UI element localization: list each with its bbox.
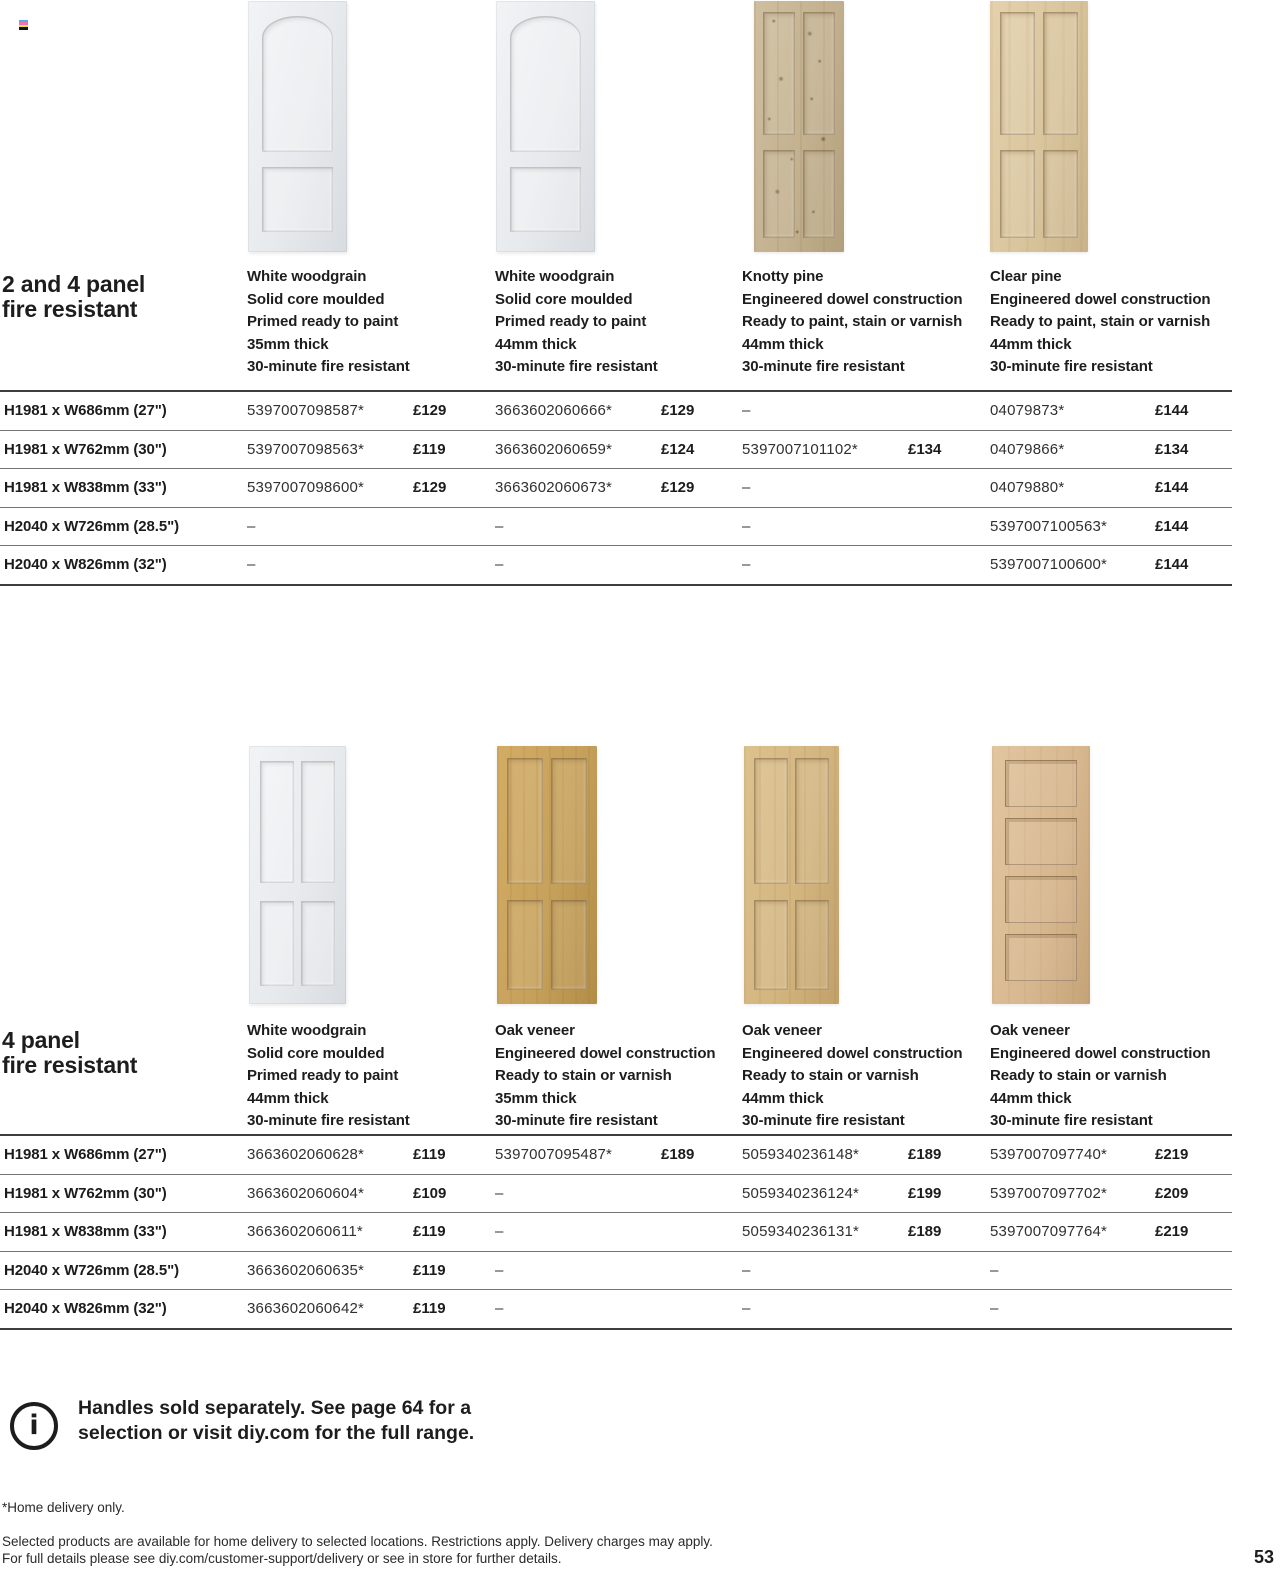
size-label: H1981 x W838mm (33") (4, 479, 167, 497)
product-feature: Ready to paint, stain or varnish (742, 313, 963, 330)
product-code: – (742, 517, 751, 535)
door-panel (1005, 934, 1078, 980)
product-description (742, 266, 986, 379)
product-price: £189 (908, 1223, 942, 1241)
product-code: 5397007097764* (990, 1223, 1108, 1241)
product-code: 5397007101102* (742, 440, 858, 458)
product-code: 5059340236148* (742, 1146, 860, 1163)
product-feature: 30-minute fire resistant (247, 358, 410, 375)
product-description (495, 266, 739, 379)
door-panel (754, 758, 788, 884)
door-panel (763, 150, 795, 238)
product-feature: Engineered dowel construction (742, 1044, 963, 1062)
product-feature: 30-minute fire resistant (742, 358, 905, 375)
door-panel (1043, 150, 1078, 238)
product-code: 04079873* (990, 402, 1065, 419)
door-panel (1005, 760, 1078, 806)
product-price: £219 (1155, 1146, 1189, 1163)
section-heading (2, 272, 145, 322)
product-price: £219 (1155, 1223, 1189, 1241)
product-code: – (495, 556, 504, 574)
product-code: 5397007100600* (990, 556, 1108, 574)
section-heading-line: fire resistant (2, 1052, 138, 1078)
section-heading-line: 4 panel (2, 1027, 80, 1053)
product-code: 04079880* (990, 479, 1065, 497)
product-feature: Engineered dowel construction (742, 290, 963, 308)
product-code: 3663602060628* (247, 1146, 365, 1163)
product-price: £109 (413, 1184, 447, 1202)
table-row (0, 469, 1232, 508)
product-name: White woodgrain (495, 268, 615, 285)
product-feature: 44mm thick (742, 335, 824, 353)
product-feature: 44mm thick (247, 1089, 329, 1107)
product-feature: Solid core moulded (247, 1044, 385, 1062)
product-feature: 30-minute fire resistant (742, 1112, 905, 1129)
product-feature: 30-minute fire resistant (990, 1112, 1153, 1129)
product-description (495, 1020, 739, 1133)
door-panel (795, 758, 829, 884)
product-feature: 44mm thick (990, 1089, 1072, 1107)
product-code: 5397007097702* (990, 1184, 1108, 1202)
product-price: £119 (413, 440, 446, 458)
footnote-line: For full details please see diy.com/customer-support/delivery or see in store for further details. (2, 1550, 562, 1566)
product-feature: 30-minute fire resistant (247, 1112, 410, 1129)
product-feature: Ready to stain or varnish (742, 1067, 919, 1084)
product-code: – (495, 1223, 504, 1241)
product-feature: Engineered dowel construction (990, 1044, 1211, 1062)
size-label: H2040 x W726mm (28.5") (4, 517, 180, 535)
door-panel (795, 900, 829, 990)
product-code: 3663602060666* (495, 402, 613, 419)
door-panel (803, 12, 835, 135)
product-feature: Engineered dowel construction (990, 290, 1211, 308)
product-feature: 35mm thick (247, 335, 329, 353)
product-code: 5397007097740* (990, 1146, 1108, 1163)
table-row (0, 1213, 1232, 1252)
registration-mark-icon (19, 20, 28, 30)
section-heading-line: 2 and 4 panel (2, 271, 146, 297)
product-price: £209 (1155, 1184, 1189, 1202)
product-name: White woodgrain (247, 1022, 367, 1039)
product-price: £129 (413, 479, 447, 497)
product-description (990, 1020, 1234, 1133)
product-feature: Ready to paint, stain or varnish (990, 313, 1211, 330)
product-price: £144 (1155, 517, 1189, 535)
table-row (0, 1290, 1232, 1330)
product-name: Oak veneer (742, 1022, 822, 1039)
footnote-line: Selected products are available for home delivery to selected locations. Restrictions apply. Delivery charges may apply. (2, 1534, 713, 1549)
product-code: – (247, 517, 256, 535)
product-price: £189 (661, 1146, 695, 1163)
info-note-line: selection or visit diy.com for the full range. (78, 1422, 475, 1444)
product-name: Oak veneer (495, 1022, 575, 1039)
info-note-text (78, 1396, 558, 1446)
spec-table (0, 390, 1232, 586)
size-label: H1981 x W838mm (33") (4, 1223, 167, 1241)
product-code: 3663602060659* (495, 440, 613, 458)
product-feature: 30-minute fire resistant (495, 1112, 658, 1129)
door-panel (803, 150, 835, 238)
door-panel (262, 16, 333, 152)
product-name: White woodgrain (247, 268, 367, 285)
size-label: H1981 x W686mm (27") (4, 1146, 167, 1163)
door-panel (1005, 818, 1078, 864)
product-name: Oak veneer (990, 1022, 1070, 1039)
size-label: H2040 x W826mm (32") (4, 1300, 167, 1318)
product-description (247, 266, 491, 379)
door-panel (507, 758, 543, 884)
product-feature: Primed ready to paint (247, 1067, 399, 1084)
door-image-white-4-panel (249, 746, 346, 1004)
product-code: 3663602060611* (247, 1223, 363, 1241)
product-price: £144 (1155, 479, 1189, 497)
product-feature: Solid core moulded (495, 290, 633, 308)
product-code: 5059340236124* (742, 1184, 860, 1202)
product-code: – (495, 517, 504, 535)
product-code: 5397007095487* (495, 1146, 613, 1163)
product-name: Clear pine (990, 268, 1062, 285)
door-image-oak-4-panel-light (744, 746, 839, 1004)
table-row (0, 546, 1232, 586)
product-feature: Primed ready to paint (495, 313, 647, 330)
product-feature: 44mm thick (990, 335, 1072, 353)
size-label: H1981 x W762mm (30") (4, 440, 167, 458)
footnote-delivery-details (2, 1534, 713, 1567)
product-feature: 30-minute fire resistant (990, 358, 1153, 375)
door-panel (551, 900, 587, 990)
door-image-white-2-panel (248, 1, 347, 252)
product-price: £129 (661, 402, 695, 419)
product-price: £129 (413, 402, 447, 419)
table-row (0, 392, 1232, 431)
product-description (990, 266, 1234, 379)
table-row (0, 1252, 1232, 1291)
product-code: – (495, 1300, 504, 1318)
door-panel (754, 900, 788, 990)
product-code: 5397007098600* (247, 479, 365, 497)
product-feature: 44mm thick (742, 1089, 824, 1107)
door-image-clear-pine-4-panel (990, 1, 1088, 252)
product-price: £119 (413, 1261, 446, 1279)
product-code: – (742, 556, 751, 574)
product-code: 5059340236131* (742, 1223, 860, 1241)
product-code: – (495, 1184, 504, 1202)
product-code: 3663602060635* (247, 1261, 365, 1279)
product-description (247, 1020, 491, 1133)
registration-stripe (19, 27, 28, 29)
door-panel (1000, 150, 1035, 238)
door-panel (1005, 876, 1078, 922)
product-feature: Solid core moulded (247, 290, 385, 308)
product-code: 5397007098587* (247, 402, 365, 419)
product-code: – (247, 556, 256, 574)
info-note-line: Handles sold separately. See page 64 for a (78, 1397, 472, 1419)
section-heading-line: fire resistant (2, 296, 138, 322)
footnote-home-delivery: *Home delivery only. (2, 1500, 125, 1515)
door-panel (260, 901, 294, 986)
door-panel (301, 901, 335, 986)
product-feature: Ready to stain or varnish (990, 1067, 1167, 1084)
product-price: £144 (1155, 402, 1189, 419)
spec-table (0, 1134, 1232, 1330)
door-image-white-2-panel (496, 1, 595, 252)
table-row (0, 1136, 1232, 1175)
product-code: 04079866* (990, 440, 1065, 458)
product-code: 5397007100563* (990, 517, 1108, 535)
door-panel (763, 12, 795, 135)
door-image-knotty-pine-4-panel (754, 1, 844, 252)
product-price: £134 (908, 440, 942, 458)
product-code: 3663602060604* (247, 1184, 365, 1202)
product-code: – (742, 1300, 751, 1318)
size-label: H1981 x W762mm (30") (4, 1184, 167, 1202)
product-feature: 44mm thick (495, 335, 577, 353)
size-label: H2040 x W826mm (32") (4, 556, 167, 574)
door-panel (301, 761, 335, 882)
door-panel (510, 16, 581, 152)
product-feature: 35mm thick (495, 1089, 577, 1107)
product-price: £119 (413, 1300, 446, 1318)
product-price: £144 (1155, 556, 1189, 574)
product-price: £199 (908, 1184, 942, 1202)
product-code: 5397007098563* (247, 440, 365, 458)
table-row (0, 508, 1232, 547)
product-code: – (990, 1300, 999, 1318)
section-heading (2, 1028, 137, 1078)
product-code: 3663602060642* (247, 1300, 365, 1318)
door-panel (1043, 12, 1078, 135)
product-price: £124 (661, 440, 695, 458)
product-price: £134 (1155, 440, 1189, 458)
product-code: – (990, 1261, 999, 1279)
product-price: £129 (661, 479, 695, 497)
size-label: H1981 x W686mm (27") (4, 402, 167, 419)
door-image-oak-4-panel (497, 746, 597, 1004)
door-panel (262, 167, 333, 232)
product-price: £189 (908, 1146, 942, 1163)
product-name: Knotty pine (742, 268, 824, 285)
door-image-oak-shaker-4-panel (992, 746, 1090, 1004)
product-code: 3663602060673* (495, 479, 613, 497)
product-code: – (742, 479, 751, 497)
product-feature: Primed ready to paint (247, 313, 399, 330)
product-code: – (495, 1261, 504, 1279)
table-row (0, 1175, 1232, 1214)
door-panel (260, 761, 294, 882)
product-feature: Ready to stain or varnish (495, 1067, 672, 1084)
product-price: £119 (413, 1146, 446, 1163)
door-panel (551, 758, 587, 884)
product-feature: Engineered dowel construction (495, 1044, 716, 1062)
info-icon: i (10, 1402, 58, 1450)
product-price: £119 (413, 1223, 446, 1241)
door-panel (510, 167, 581, 232)
product-code: – (742, 402, 751, 419)
product-feature: 30-minute fire resistant (495, 358, 658, 375)
door-panel (1000, 12, 1035, 135)
size-label: H2040 x W726mm (28.5") (4, 1261, 180, 1279)
table-row (0, 431, 1232, 470)
product-description (742, 1020, 986, 1133)
door-panel (507, 900, 543, 990)
page-number: 53 (1253, 1547, 1274, 1567)
product-code: – (742, 1261, 751, 1279)
